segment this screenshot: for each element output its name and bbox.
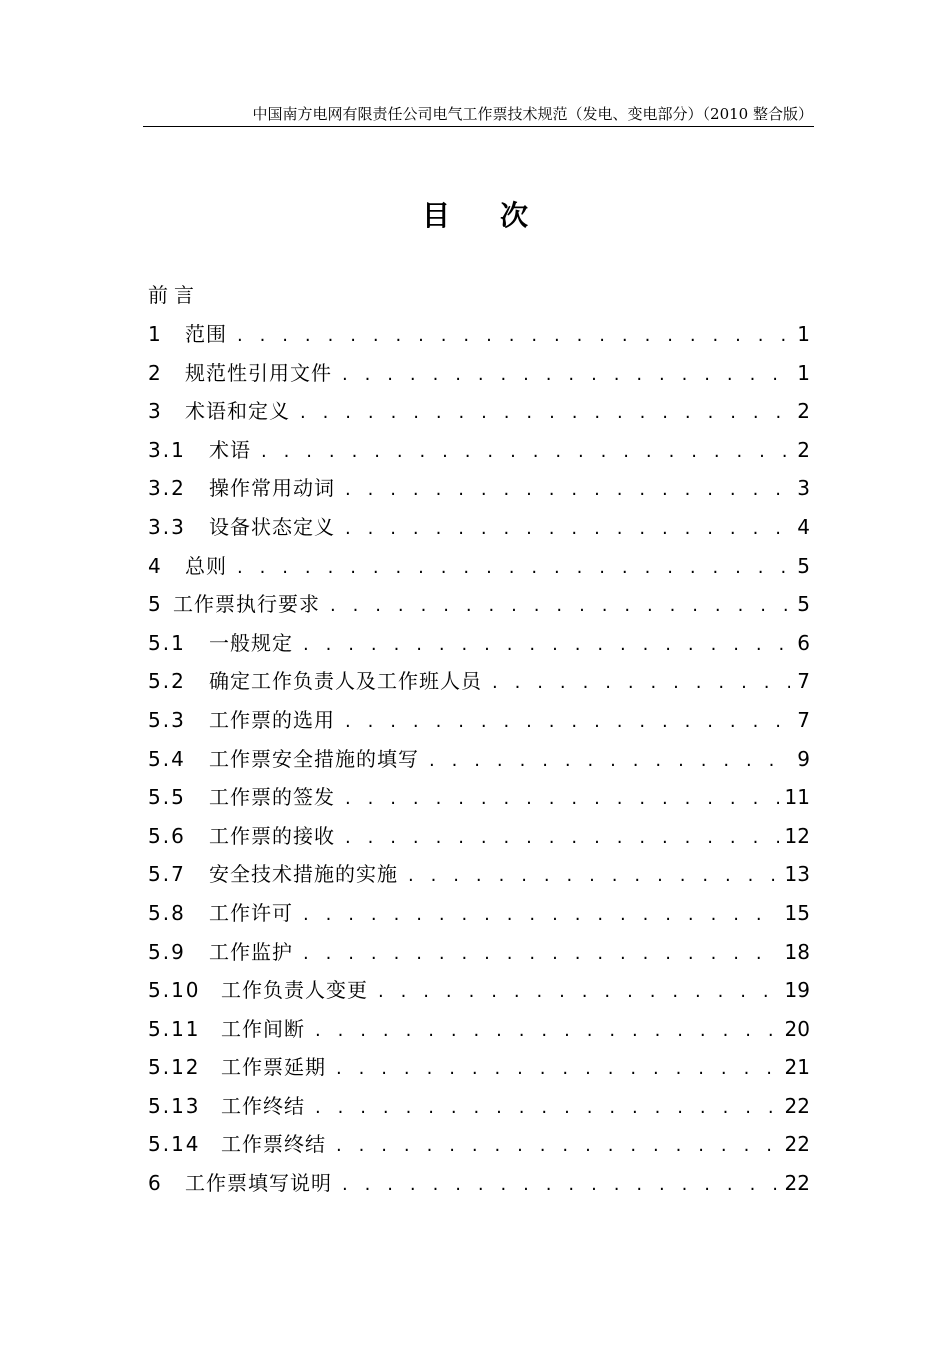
toc-dot-leader	[315, 1094, 779, 1122]
toc-entry-label: 操作常用动词	[209, 476, 335, 501]
toc-entry[interactable]	[148, 822, 810, 861]
toc-entry-label: 工作监护	[209, 939, 293, 964]
toc-entry-number: 5.5	[148, 785, 186, 810]
toc-dot-leader	[261, 438, 790, 466]
toc-dot-leader	[330, 592, 790, 620]
toc-entry-label: 工作票终结	[221, 1132, 326, 1157]
toc-entry-label: 工作票的签发	[209, 785, 335, 810]
toc-entry[interactable]	[148, 1053, 810, 1092]
toc-dot-leader	[303, 940, 779, 968]
toc-entry-number: 5.4	[148, 746, 186, 771]
toc-dot-leader	[303, 631, 790, 659]
toc-entry-page: 22	[784, 1171, 810, 1196]
toc-entry-page: 7	[797, 707, 810, 732]
toc-entry-page: 9	[797, 746, 810, 771]
toc-dot-leader	[237, 322, 790, 350]
toc-entry-number: 5.10	[148, 978, 201, 1003]
toc-entry-label: 工作票的选用	[209, 707, 335, 732]
toc-entry-label: 工作票的接收	[209, 823, 335, 848]
toc-dot-leader	[429, 747, 790, 775]
toc-entry-page: 5	[797, 592, 810, 617]
toc-entry-number: 3.2	[148, 476, 186, 501]
toc-entry-number: 5.11	[148, 1016, 201, 1041]
toc-entry-page: 1	[797, 360, 810, 385]
toc-entry[interactable]	[148, 745, 810, 784]
toc-entry[interactable]	[148, 513, 810, 552]
toc-entry[interactable]	[148, 938, 810, 977]
toc-entry-preface[interactable]: 前言	[148, 283, 200, 307]
toc-entry-label: 工作负责人变更	[221, 978, 368, 1003]
table-of-contents	[148, 320, 810, 1208]
toc-entry[interactable]	[148, 860, 810, 899]
toc-entry-label: 一般规定	[209, 630, 293, 655]
toc-entry-label: 术语	[209, 437, 251, 462]
toc-entry-number: 5.3	[148, 707, 186, 732]
toc-entry[interactable]	[148, 1130, 810, 1169]
toc-entry-number: 3.1	[148, 437, 186, 462]
toc-dot-leader	[345, 785, 779, 813]
toc-entry-page: 6	[797, 630, 810, 655]
toc-entry[interactable]	[148, 706, 810, 745]
toc-entry-page: 18	[784, 939, 810, 964]
toc-entry-number: 1	[148, 322, 163, 346]
toc-dot-leader	[342, 361, 790, 389]
toc-entry[interactable]	[148, 783, 810, 822]
toc-entry-number: 5.14	[148, 1132, 201, 1157]
toc-dot-leader	[315, 1017, 779, 1045]
toc-entry-number: 5.1	[148, 630, 186, 655]
toc-entry[interactable]	[148, 436, 810, 475]
page-title	[0, 196, 950, 236]
title-char-2: 次	[500, 199, 529, 232]
toc-entry-number: 4	[148, 553, 163, 578]
toc-entry-number: 6	[148, 1171, 163, 1196]
toc-entry[interactable]	[148, 629, 810, 668]
toc-entry-page: 20	[784, 1016, 810, 1041]
toc-entry-page: 1	[797, 322, 810, 346]
toc-entry-page: 7	[797, 669, 810, 694]
toc-entry-number: 3.3	[148, 514, 186, 539]
toc-entry-page: 19	[784, 978, 810, 1003]
toc-entry-page: 15	[784, 900, 810, 925]
toc-dot-leader	[237, 554, 790, 582]
toc-dot-leader	[492, 669, 790, 697]
toc-dot-leader	[345, 708, 790, 736]
toc-entry-number: 5.6	[148, 823, 186, 848]
toc-entry-number: 5.8	[148, 900, 186, 925]
toc-entry-number: 5.9	[148, 939, 186, 964]
toc-entry-label: 工作许可	[209, 900, 293, 925]
toc-entry-label: 工作票延期	[221, 1055, 326, 1080]
toc-entry-label: 确定工作负责人及工作班人员	[209, 669, 482, 694]
toc-dot-leader	[408, 862, 779, 890]
toc-entry-label: 总则	[185, 553, 227, 578]
toc-entry-page: 4	[797, 514, 810, 539]
toc-entry-number: 2	[148, 360, 163, 385]
toc-entry[interactable]	[148, 1092, 810, 1131]
toc-entry-label: 术语和定义	[185, 399, 290, 424]
toc-entry-label: 工作票执行要求	[173, 592, 320, 617]
toc-entry-label: 设备状态定义	[209, 514, 335, 539]
toc-entry-page: 2	[797, 399, 810, 424]
toc-entry-page: 3	[797, 476, 810, 501]
toc-entry-page: 12	[784, 823, 810, 848]
toc-entry-number: 5.7	[148, 862, 186, 887]
toc-entry-label: 工作票安全措施的填写	[209, 746, 419, 771]
toc-entry[interactable]	[148, 667, 810, 706]
toc-entry[interactable]	[148, 397, 810, 436]
toc-dot-leader	[378, 978, 779, 1006]
toc-entry-page: 2	[797, 437, 810, 462]
toc-dot-leader	[342, 1171, 779, 1199]
toc-entry-label: 安全技术措施的实施	[209, 862, 398, 887]
toc-dot-leader	[345, 476, 790, 504]
toc-entry-page: 5	[797, 553, 810, 578]
toc-entry-label: 规范性引用文件	[185, 360, 332, 385]
toc-entry-number: 5.12	[148, 1055, 201, 1080]
toc-entry-number: 5.2	[148, 669, 186, 694]
toc-entry-label: 工作间断	[221, 1016, 305, 1041]
toc-entry-label: 工作票填写说明	[185, 1171, 332, 1196]
toc-entry-number: 3	[148, 399, 163, 424]
toc-entry-label: 范围	[185, 322, 227, 346]
toc-entry[interactable]	[148, 1169, 810, 1208]
toc-entry[interactable]	[148, 899, 810, 938]
toc-dot-leader	[336, 1132, 779, 1160]
running-header: 中国南方电网有限责任公司电气工作票技术规范（发电、变电部分）（2010 整合版）	[252, 105, 813, 123]
toc-entry[interactable]	[148, 976, 810, 1015]
toc-dot-leader	[300, 399, 790, 427]
header-rule	[143, 126, 814, 127]
toc-entry[interactable]	[148, 320, 810, 359]
toc-entry[interactable]	[148, 590, 810, 629]
toc-entry[interactable]	[148, 552, 810, 591]
toc-entry-label: 工作终结	[221, 1093, 305, 1118]
toc-entry[interactable]	[148, 359, 810, 398]
toc-entry-page: 13	[784, 862, 810, 887]
toc-entry-page: 22	[784, 1093, 810, 1118]
toc-entry-page: 21	[784, 1055, 810, 1080]
toc-dot-leader	[345, 824, 779, 852]
toc-entry-number: 5.13	[148, 1093, 201, 1118]
toc-entry-page: 11	[784, 785, 810, 810]
toc-entry[interactable]	[148, 474, 810, 513]
toc-entry-number: 5	[148, 592, 163, 617]
toc-dot-leader	[303, 901, 779, 929]
toc-dot-leader	[345, 515, 790, 543]
toc-entry-page: 22	[784, 1132, 810, 1157]
toc-entry[interactable]	[148, 1015, 810, 1054]
title-char-1: 目	[421, 199, 450, 232]
toc-dot-leader	[336, 1055, 779, 1083]
